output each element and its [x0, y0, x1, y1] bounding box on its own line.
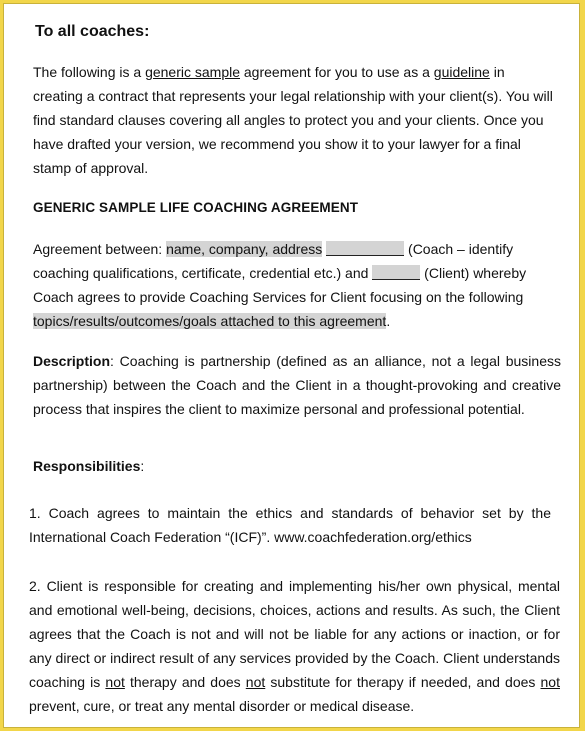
responsibilities-label: Responsibilities: [33, 458, 141, 474]
item2-text-4: prevent, cure, or treat any mental disorder or medical disease.: [29, 698, 415, 714]
intro-text-2: agreement for you to use as a: [240, 64, 434, 80]
item2-text-2: therapy and does: [124, 674, 246, 690]
intro-paragraph: [33, 60, 553, 180]
not-emphasis-3: not: [540, 674, 560, 690]
client-blank-field[interactable]: [372, 265, 420, 280]
responsibility-item-2: [29, 574, 560, 718]
description-label: Description: [33, 353, 111, 369]
responsibilities-colon: :: [140, 458, 145, 474]
agreement-text-4: .: [386, 313, 391, 329]
intro-text-3: in creating a contract that represents your legal relationship with your client(s). You will find standard clauses covering all angles to protect you and your clients. Once you have drafted your version, we recommend you show it to your lawyer for a final stamp of approval.: [33, 64, 553, 176]
item2-text-1: 2. Client is responsible for creating and implementing his/her own physical, mental and emotional well-being, decisions, choices, actions and results. As such, the Client agrees that the Coach is not and will not be liable for any actions or inaction, or for any direct or indirect result of any services provided by the Coach. Client understands coaching is: [29, 578, 560, 690]
responsibilities-heading: [33, 458, 144, 474]
responsibility-item-1: 1. Coach agrees to maintain the ethics and standards of behavior set by the International Coach Federation “(ICF)”. www.coachfederation.org/ethics: [29, 505, 551, 545]
not-emphasis-1: not: [105, 674, 125, 690]
generic-sample-link[interactable]: generic sample: [145, 64, 240, 80]
guideline-link[interactable]: guideline: [433, 64, 490, 80]
not-emphasis-2: not: [245, 674, 266, 690]
coach-details-field[interactable]: name, company, address: [166, 241, 323, 257]
page-title: To all coaches:: [35, 23, 150, 40]
agreement-heading: GENERIC SAMPLE LIFE COACHING AGREEMENT: [33, 200, 359, 215]
coach-blank-field[interactable]: [326, 241, 404, 256]
description-paragraph: [33, 349, 561, 421]
goals-field[interactable]: topics/results/outcomes/goals attached to this agreement: [33, 313, 387, 329]
agreement-text-3: (Client) whereby Coach agrees to provide Coaching Services for Client focusing on the following: [33, 265, 527, 305]
agreement-text-2: (Coach – identify coaching qualifications, certificate, credential etc.) and: [33, 241, 514, 281]
description-text: : Coaching is partnership (defined as an alliance, not a legal business partnership) between the Coach and the Client in a thought-provoking and creative process that inspires the client to maximize personal and professional potential.: [33, 353, 561, 417]
intro-text-1: The following is a: [33, 64, 146, 80]
agreement-paragraph: [33, 237, 553, 333]
item2-text-3: substitute for therapy if needed, and does: [265, 674, 541, 690]
agreement-text-1: Agreement between:: [33, 241, 167, 257]
document-page: [3, 3, 580, 728]
